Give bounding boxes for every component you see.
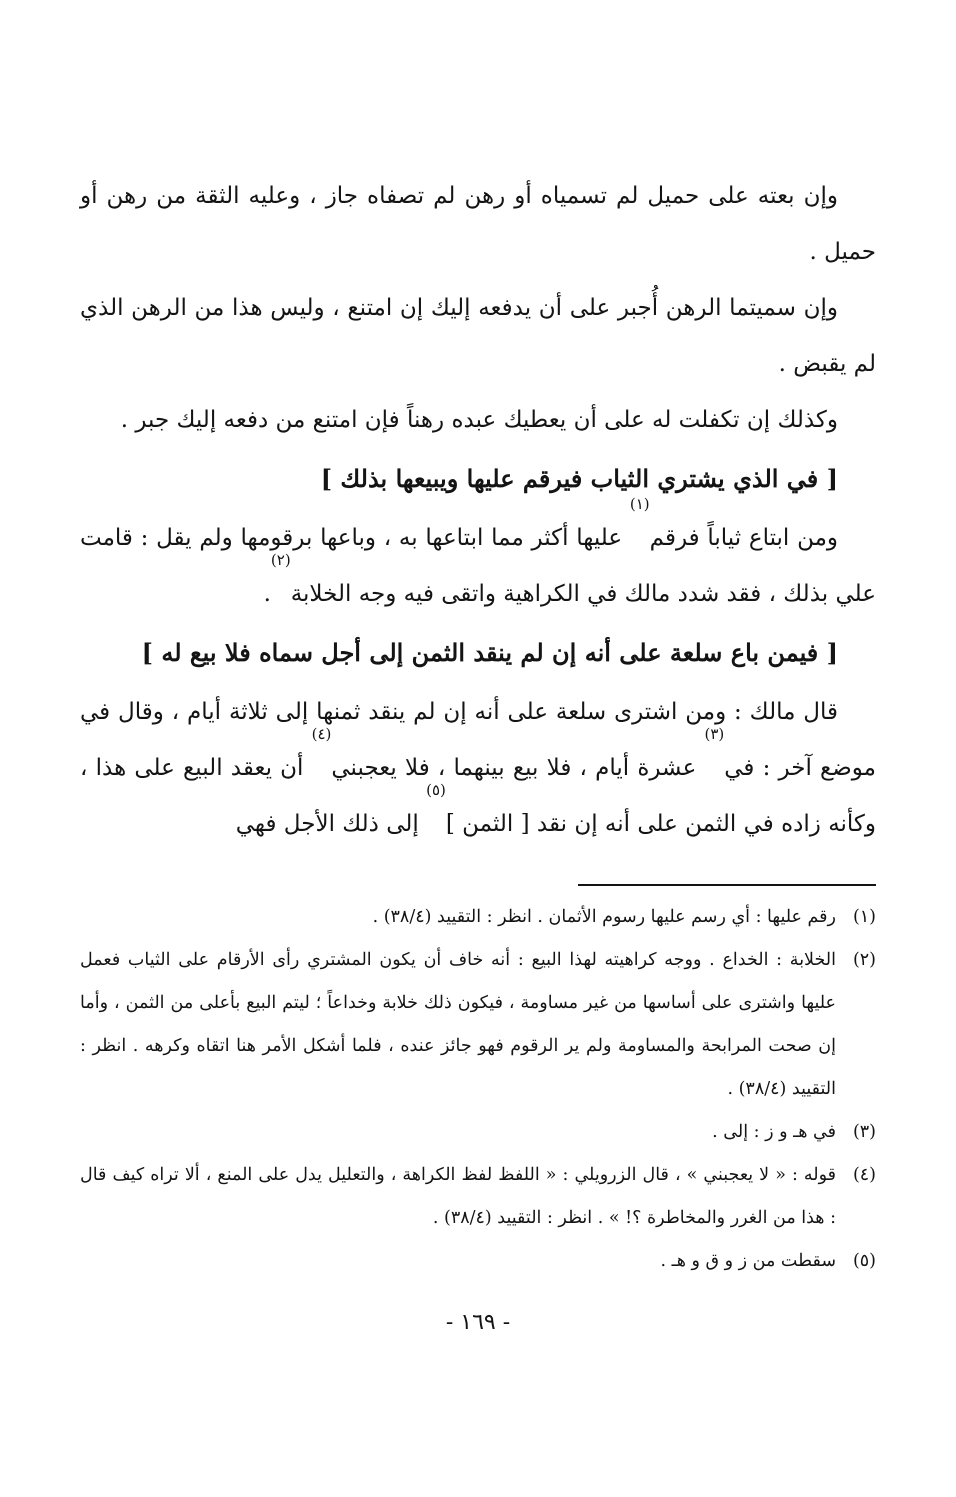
footnote-number: (٤): [852, 1165, 876, 1185]
footnote-text: في هـ و ز : إلى .: [712, 1122, 836, 1142]
main-text: [80, 168, 876, 852]
footnote-number: (٢): [852, 950, 876, 970]
text-segment: ومن ابتاع ثياباً فرقم: [649, 525, 838, 551]
page-number: - ١٦٩ -: [445, 1310, 511, 1335]
footnote-text: الخلابة : الخداع . ووجه كراهيته لهذا البيع : أنه خاف أن يكون المشتري رأى الأرقام على الثياب فعمل عليها واشترى على أساسها من غير مساومة ، فيكون ذلك خلابة وخداعاً ؛ ليتم البيع بأعلى من الثمن ، وأما إن صحت المرابحة والمساومة ولم ير الرقوم فهو جائز عنده ، فلما أشكل الأمر هنا اتقاه وكرهه . انظر : التقييد (٣٨/٤) .: [80, 950, 836, 1099]
footnote-text: قوله : « لا يعجبني » ، قال الزرويلي : « اللفظ لفظ الكراهة ، والتعليل يدل على المنع ، ألا تراه كيف قال : هذا من الغرر والمخاطرة ؟! » . انظر : التقييد (٣٨/٤) .: [80, 1165, 836, 1228]
footnote-item: [80, 1240, 876, 1283]
text-segment: عليها أكثر مما ابتاعها به ، وباعها برقومها ولم يقل : قامت علي بذلك ، فقد شدد مالك في الكراهية واتقى فيه وجه الخلابة: [80, 525, 876, 607]
footnote-text: رقم عليها : أي رسم عليها رسوم الأثمان . انظر : التقييد (٣٨/٤) .: [372, 907, 836, 927]
footnote-item: [80, 1154, 876, 1240]
paragraph-cloth-marking: [80, 495, 876, 622]
footnote-ref-3: (٣): [704, 725, 725, 743]
footnote-number: (١): [852, 907, 876, 927]
footnotes-list: [80, 896, 876, 1283]
footnote-ref-5: (٥): [426, 781, 446, 799]
footnote-item: [80, 939, 876, 1111]
footnote-item: [80, 1111, 876, 1154]
paragraph-guarantor: وإن بعته على حميل لم تسمياه أو رهن لم تصفاه جاز ، وعليه الثقة من رهن أو حميل .: [80, 183, 876, 265]
text-segment: قال مالك : ومن اشترى سلعة على أنه إن لم ينقد ثمنها إلى ثلاثة أيام ، وقال في موضع آخر : في: [80, 699, 876, 781]
text-segment: إلى ذلك الأجل فهي: [235, 811, 427, 837]
footnote-number: (٥): [852, 1251, 876, 1271]
paragraph-surety: وكذلك إن تكفلت له على أن يعطيك عبده رهناً فإن امتنع من دفعه إليك جبر .: [120, 407, 838, 433]
footnote-divider: [578, 884, 876, 886]
footnote-ref-4: (٤): [311, 725, 332, 743]
text-segment: .: [263, 581, 271, 607]
text-segment: أن يعقد البيع على هذا ، وكأنه زاده في الثمن على أنه إن نقد [ الثمن ]: [80, 755, 876, 837]
footnote-text: سقطت من ز و ق و هـ .: [660, 1251, 836, 1271]
text-segment: عشرة أيام ، فلا بيع بينهما ، فلا يعجبني: [331, 755, 705, 781]
footnote-item: [80, 896, 876, 939]
footnote-number: (٣): [852, 1122, 876, 1142]
footnote-ref-1: (١): [629, 495, 650, 513]
footnote-ref-2: (٢): [270, 551, 291, 569]
section-heading-deferred-payment: [ فيمن باع سلعة على أنه إن لم ينقد الثمن إلى أجل سماه فلا بيع له ]: [141, 638, 838, 667]
paragraph-named-pledge: وإن سميتما الرهن أُجبر على أن يدفعه إليك إن امتنع ، وليس هذا من الرهن الذي لم يقبض .: [80, 295, 876, 377]
paragraph-deferred-payment: [80, 684, 876, 852]
section-heading-cloth-marking: [ في الذي يشتري الثياب فيرقم عليها ويبيعها بذلك ]: [320, 464, 838, 493]
